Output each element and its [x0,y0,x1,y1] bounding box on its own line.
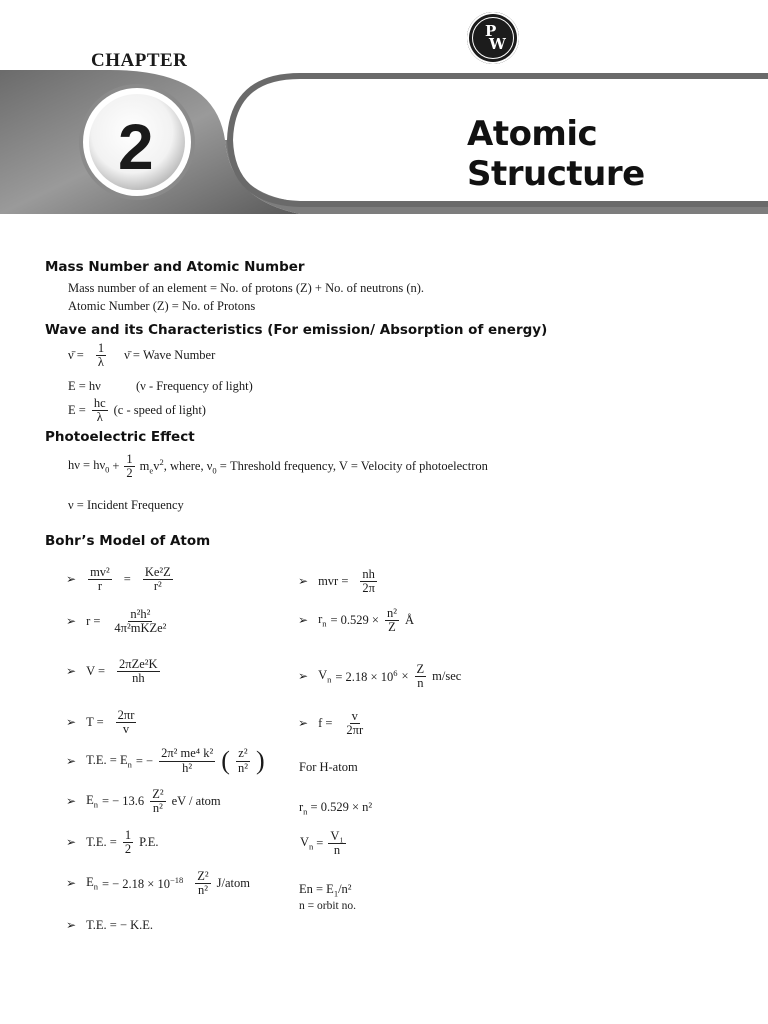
br3-mid: = 2.18 × 10 [335,670,394,685]
bullet-icon: ➢ [298,574,309,589]
br3-den: n [417,676,424,691]
bohr-left-4 [66,709,138,736]
bullet-icon: ➢ [66,664,77,679]
bl7-tail: P.E. [139,835,159,850]
bl9-lhs: T.E. = − K.E. [86,918,154,932]
left-paren-icon: ( [221,746,230,775]
bl8-sub: n [93,881,98,892]
bohr-left-1 [66,566,175,593]
bl1-rnum: Ke²Z [144,565,171,579]
bohr-left-3 [66,658,162,685]
heading-mass-number: Mass Number and Atomic Number [45,259,305,275]
br6-sub: n [303,806,308,817]
bl3-den: nh [132,671,145,686]
bohr-right-2 [298,607,414,634]
pe-lhs: hν = hν [68,458,106,473]
pe-m: m [139,459,150,474]
pe-sup2: 2 [159,457,164,468]
bl2-lhs: r = [86,614,101,629]
pe-den: 2 [126,466,133,481]
br4-num: v [351,709,358,723]
bl3-lhs: V = [86,664,106,679]
orbit-no-note: n = orbit no. [299,900,356,912]
bullet-icon: ➢ [66,794,77,809]
br2-lhs: r [318,612,323,627]
chapter-title: Atomic Structure [467,114,645,194]
br2-sub: n [322,618,327,629]
bl5-pden: n² [237,760,248,775]
pe-num: 1 [126,452,133,466]
chapter-label: CHAPTER [91,50,188,71]
bl1-eq: = [123,572,131,587]
pe-v: v [153,459,160,474]
bl4-num: 2πr [117,708,135,722]
logo-letter-w: W [489,35,506,53]
bl8-mid: = − 2.18 × 10 [101,877,170,892]
pe-sub0: 0 [105,464,110,475]
energy-hc-equation [68,397,206,424]
br6-mid: = 0.529 × n² [310,800,373,814]
br2-num: n² [386,606,397,620]
bl5-pnum: z² [238,746,248,761]
bullet-icon: ➢ [298,669,309,684]
bl5-lhs: T.E. = E [86,752,128,767]
bl7-lhs: T.E. = [86,835,117,850]
br4-lhs: f = [318,716,333,731]
bohr-right-6 [299,800,372,817]
ehc-lhs: E = [68,403,86,418]
bl2-num: n²h² [130,607,151,621]
bohr-left-2 [66,608,170,635]
bl1-lnum: mv² [90,565,110,579]
bl6-sub: n [93,799,98,810]
br3-sub: n [327,674,332,685]
br7-lhs: V [300,835,310,850]
bl6-den: n² [152,801,163,816]
br7-mid: = [316,836,324,851]
for-h-atom-label: For H-atom [299,760,358,774]
bullet-icon: ➢ [66,835,77,850]
bl8-den: n² [197,883,208,898]
br1-den: 2π [362,581,375,596]
pe-sub-e: e [149,465,154,476]
bullet-icon: ➢ [66,918,77,932]
bohr-left-6 [66,788,221,815]
br8-sub: 1 [333,888,339,899]
bohr-right-8 [299,882,352,899]
ehc-fraction [92,397,108,424]
incident-frequency: ν = Incident Frequency [68,498,184,512]
br2-mid: = 0.529 × [330,613,379,628]
pe-fraction [124,453,134,480]
bohr-left-9 [66,918,153,933]
bl5-sub: n [127,759,132,770]
bl1-rden: r² [153,579,162,594]
bohr-right-7 [300,830,348,857]
bl4-lhs: T = [86,715,104,730]
bl6-num: Z² [152,787,164,801]
bl3-num: 2πZe²K [119,657,158,671]
br3-sup: 6 [393,668,398,679]
br2-den: Z [388,620,396,635]
bohr-left-7 [66,829,159,856]
bohr-left-5 [66,746,265,776]
bullet-icon: ➢ [298,613,309,628]
bohr-right-3 [298,663,461,690]
energy-hv: E = hν [68,379,101,393]
br8-lhs: En = E [299,882,334,896]
bohr-right-4 [298,710,367,737]
mass-number-definition: Mass number of an element = No. of protons (Z) + No. of neutrons (n). [68,281,425,295]
energy-hv-desc: (ν - Frequency of light) [136,379,253,393]
wn-desc: ν̄ = Wave Number [124,348,216,363]
bl4-den: v [122,722,130,737]
br1-lhs: mvr = [318,574,349,589]
pe-tail2: = Threshold frequency, V = Velocity of photoelectron [216,459,488,474]
br4-den: 2πr [346,723,364,738]
bl1-lden: r [97,579,103,594]
chapter-number: 2 [118,111,154,183]
bl7-den: 2 [124,842,132,857]
bohr-left-8 [66,870,250,897]
bullet-icon: ➢ [66,614,77,629]
br3-num: Z [416,662,425,676]
bl6-lhs: E [86,793,94,808]
heading-wave: Wave and its Characteristics (For emission/ Absorption of energy) [45,322,548,338]
br7-den: n [333,843,341,858]
bl5-num: 2π² me⁴ k² [161,746,214,761]
wave-number-equation [68,342,215,369]
bl5-den: h² [182,760,193,775]
br3-mid2: × [401,669,409,684]
publisher-logo [467,12,519,64]
pe-tail-sub: 0 [212,465,217,476]
bl2-den: 4π²mKZe² [114,621,167,636]
bl8-sup: −18 [169,875,184,886]
atomic-number-definition: Atomic Number (Z) = No. of Protons [68,299,256,313]
bl5-mid: = − [135,753,154,768]
br3-lhs: V [318,668,328,683]
pe-tail: , where, ν [163,459,213,474]
photoelectric-equation [68,453,488,480]
ehc-num: hc [93,396,106,410]
ehc-desc: (c - speed of light) [113,403,206,418]
wn-fraction [96,342,106,369]
bl8-num: Z² [197,869,209,883]
bullet-icon: ➢ [66,876,77,891]
bl6-tail: eV / atom [171,794,221,809]
br2-tail: Å [404,613,414,628]
br6-lhs: r [299,800,304,814]
bullet-icon: ➢ [66,715,77,730]
right-paren-icon: ) [255,746,265,775]
br7-num: V₁ [330,829,344,843]
heading-bohr: Bohr’s Model of Atom [45,533,211,549]
br3-tail: m/sec [432,669,462,684]
logo-letter-p: P [485,22,497,40]
bl8-tail: J/atom [216,876,251,891]
wn-num: 1 [97,341,105,355]
bullet-icon: ➢ [66,753,77,768]
br8-mid: /n² [338,882,352,896]
bl8-lhs: E [86,875,94,890]
bohr-right-1 [298,568,379,595]
pe-plus: + [112,459,120,474]
bl6-mid: = − 13.6 [101,794,145,809]
br7-sub: n [309,841,314,852]
heading-photoelectric: Photoelectric Effect [45,429,195,445]
ehc-den: λ [96,410,103,425]
wn-lhs: ν̄ = [68,348,84,363]
bl7-num: 1 [124,828,132,842]
bullet-icon: ➢ [66,572,77,587]
br1-num: nh [362,567,375,581]
wn-den: λ [97,355,104,370]
bullet-icon: ➢ [298,716,309,731]
